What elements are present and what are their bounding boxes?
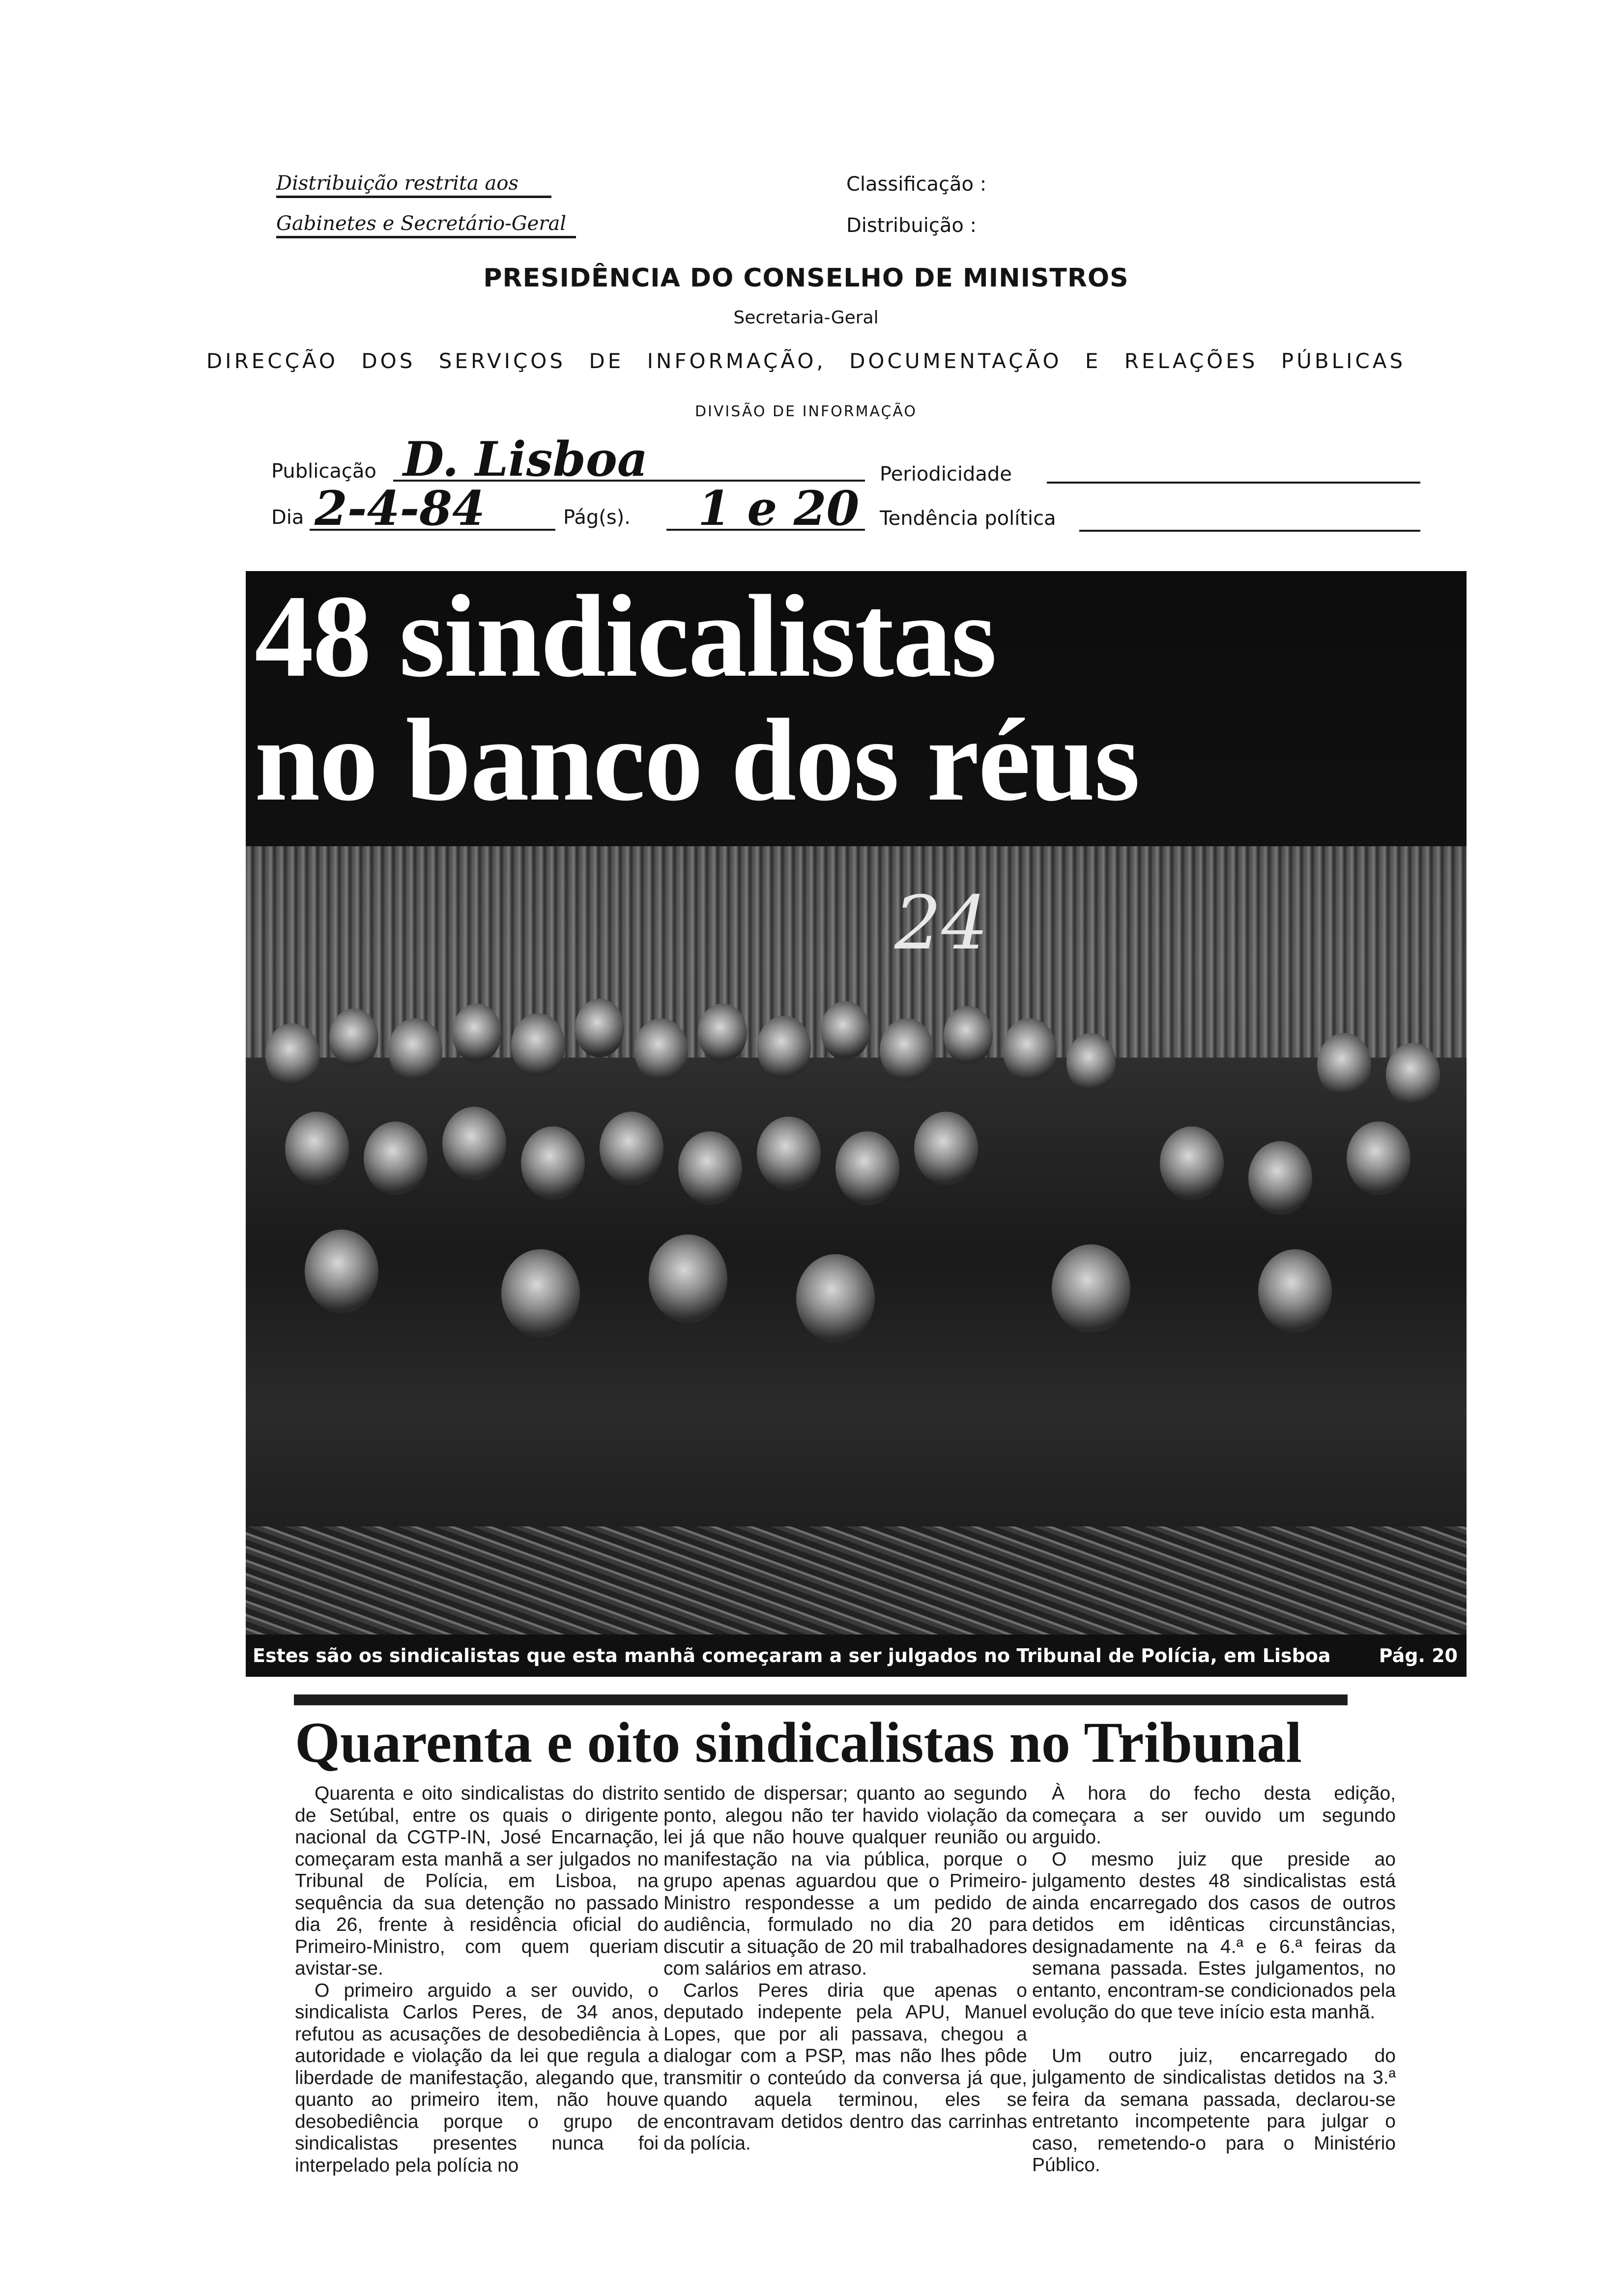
publication-label: Publicação — [271, 460, 376, 483]
day-label: Dia — [271, 506, 304, 529]
article-paragraph: Carlos Peres diria que apenas o deputado indepente pela APU, Manuel Lopes, que por ali passava, chegou a dialogar com a PSP, mas não lhes pôde transmitir o conteúdo da conversa já que, quando aquela terminou, eles se encontravam detidos dentro das carrinhas da polícia. — [663, 1980, 1027, 2154]
underline-rule — [276, 236, 576, 238]
article-column-2 — [663, 1783, 1027, 2274]
pages-label: Pág(s). — [563, 506, 631, 529]
secretariat-subtitle: Secretaria-Geral — [733, 308, 879, 328]
publication-handwritten-value: D. Lisboa — [403, 431, 648, 487]
department-line: DIRECÇÃO DOS SERVIÇOS DE INFORMAÇÃO, DOCUMENTAÇÃO E RELAÇÕES PÚBLICAS — [206, 349, 1406, 373]
handwritten-mark: 24 — [894, 881, 988, 966]
caption-page-ref: Pág. 20 — [1379, 1645, 1458, 1666]
headline-line-1: 48 sindicalistas — [255, 571, 996, 701]
photo-caption — [246, 1635, 1467, 1677]
ground — [246, 1526, 1467, 1635]
headline-line-2: no banco dos réus — [255, 694, 1139, 825]
article-paragraph: sentido de dispersar; quanto ao segundo ponto, alegou não ter havido violação da lei já que não houve qualquer reunião ou manifestação na via pública, porque o grupo apenas aguardou que o Primeiro-Ministro respondesse a um pedido de audiência, formulado no dia 20 para discutir a situação de 20 mil trabalhadores com salários em atraso. — [663, 1783, 1027, 1979]
restricted-distribution-line2: Gabinetes e Secretário-Geral — [276, 212, 567, 235]
article-paragraph: Um outro juiz, encarregado do julgamento de sindicalistas detidos na 3.ª feira da semana passada, declarou-se entretanto incompetente para julgar o caso, remetendo-o para o Ministério Público. — [1032, 2045, 1396, 2176]
article-paragraph: O primeiro arguido a ser ouvido, o sindicalista Carlos Peres, de 34 anos, refutou as acusações de desobediência à autoridade e violação da lei que regula a liberdade de manifestação, alegando que, quanto ao primeiro item, não houve desobediência porque o grupo de sindicalistas presentes nunca foi interpelado pela polícia no — [295, 1980, 659, 2176]
article-paragraph: Quarenta e oito sindicalistas do distrito de Setúbal, entre os quais o dirigente nacional da CGTP-IN, José Encarnação, começaram esta manhã a ser julgados no Tribunal de Polícia, em Lisboa, na sequência da sua detenção no passado dia 26, frente à residência oficial do Primeiro-Ministro, com quem queriam avistar-se. — [295, 1783, 659, 1979]
restricted-distribution-line1: Distribuição restrita aos — [276, 172, 518, 195]
underline-rule — [276, 196, 551, 198]
clipping-headline — [255, 571, 1462, 825]
pages-handwritten-value: 1 e 20 — [698, 481, 860, 536]
article-paragraph: O mesmo juiz que preside ao julgamento destes 48 sindicalistas está ainda encarregado dos casos de outros detidos em idênticas circunstâncias, designadamente na 4.ª e 6.ª feiras da semana passada. Estes julgamentos, no entanto, encontram-se condicionados pela evolução do que teve início esta manhã. — [1032, 1848, 1396, 2023]
division-line: DIVISÃO DE INFORMAÇÃO — [694, 403, 918, 420]
article-column-3 — [1032, 1783, 1396, 2274]
distribution-label: Distribuição : — [846, 214, 977, 237]
political-tendency-field-line — [1079, 501, 1420, 532]
clipping-photo — [246, 571, 1467, 1677]
caption-text: Estes são os sindicalistas que esta manhã começaram a ser julgados no Tribunal de Polícia, em Lisboa — [253, 1645, 1331, 1666]
classification-label: Classificação : — [846, 173, 987, 196]
article-title: Quarenta e oito sindicalistas no Tribunal — [295, 1710, 1302, 1775]
periodicity-label: Periodicidade — [880, 463, 1012, 486]
article-column-1 — [295, 1783, 659, 2274]
organization-title: PRESIDÊNCIA DO CONSELHO DE MINISTROS — [483, 263, 1129, 293]
article-paragraph: À hora do fecho desta edição, começara a ser ouvido um segundo arguido. — [1032, 1783, 1396, 1848]
periodicity-field-line — [1047, 452, 1420, 484]
day-handwritten-value: 2-4-84 — [315, 481, 485, 536]
political-tendency-label: Tendência política — [880, 507, 1056, 530]
article-top-bar — [294, 1694, 1348, 1705]
